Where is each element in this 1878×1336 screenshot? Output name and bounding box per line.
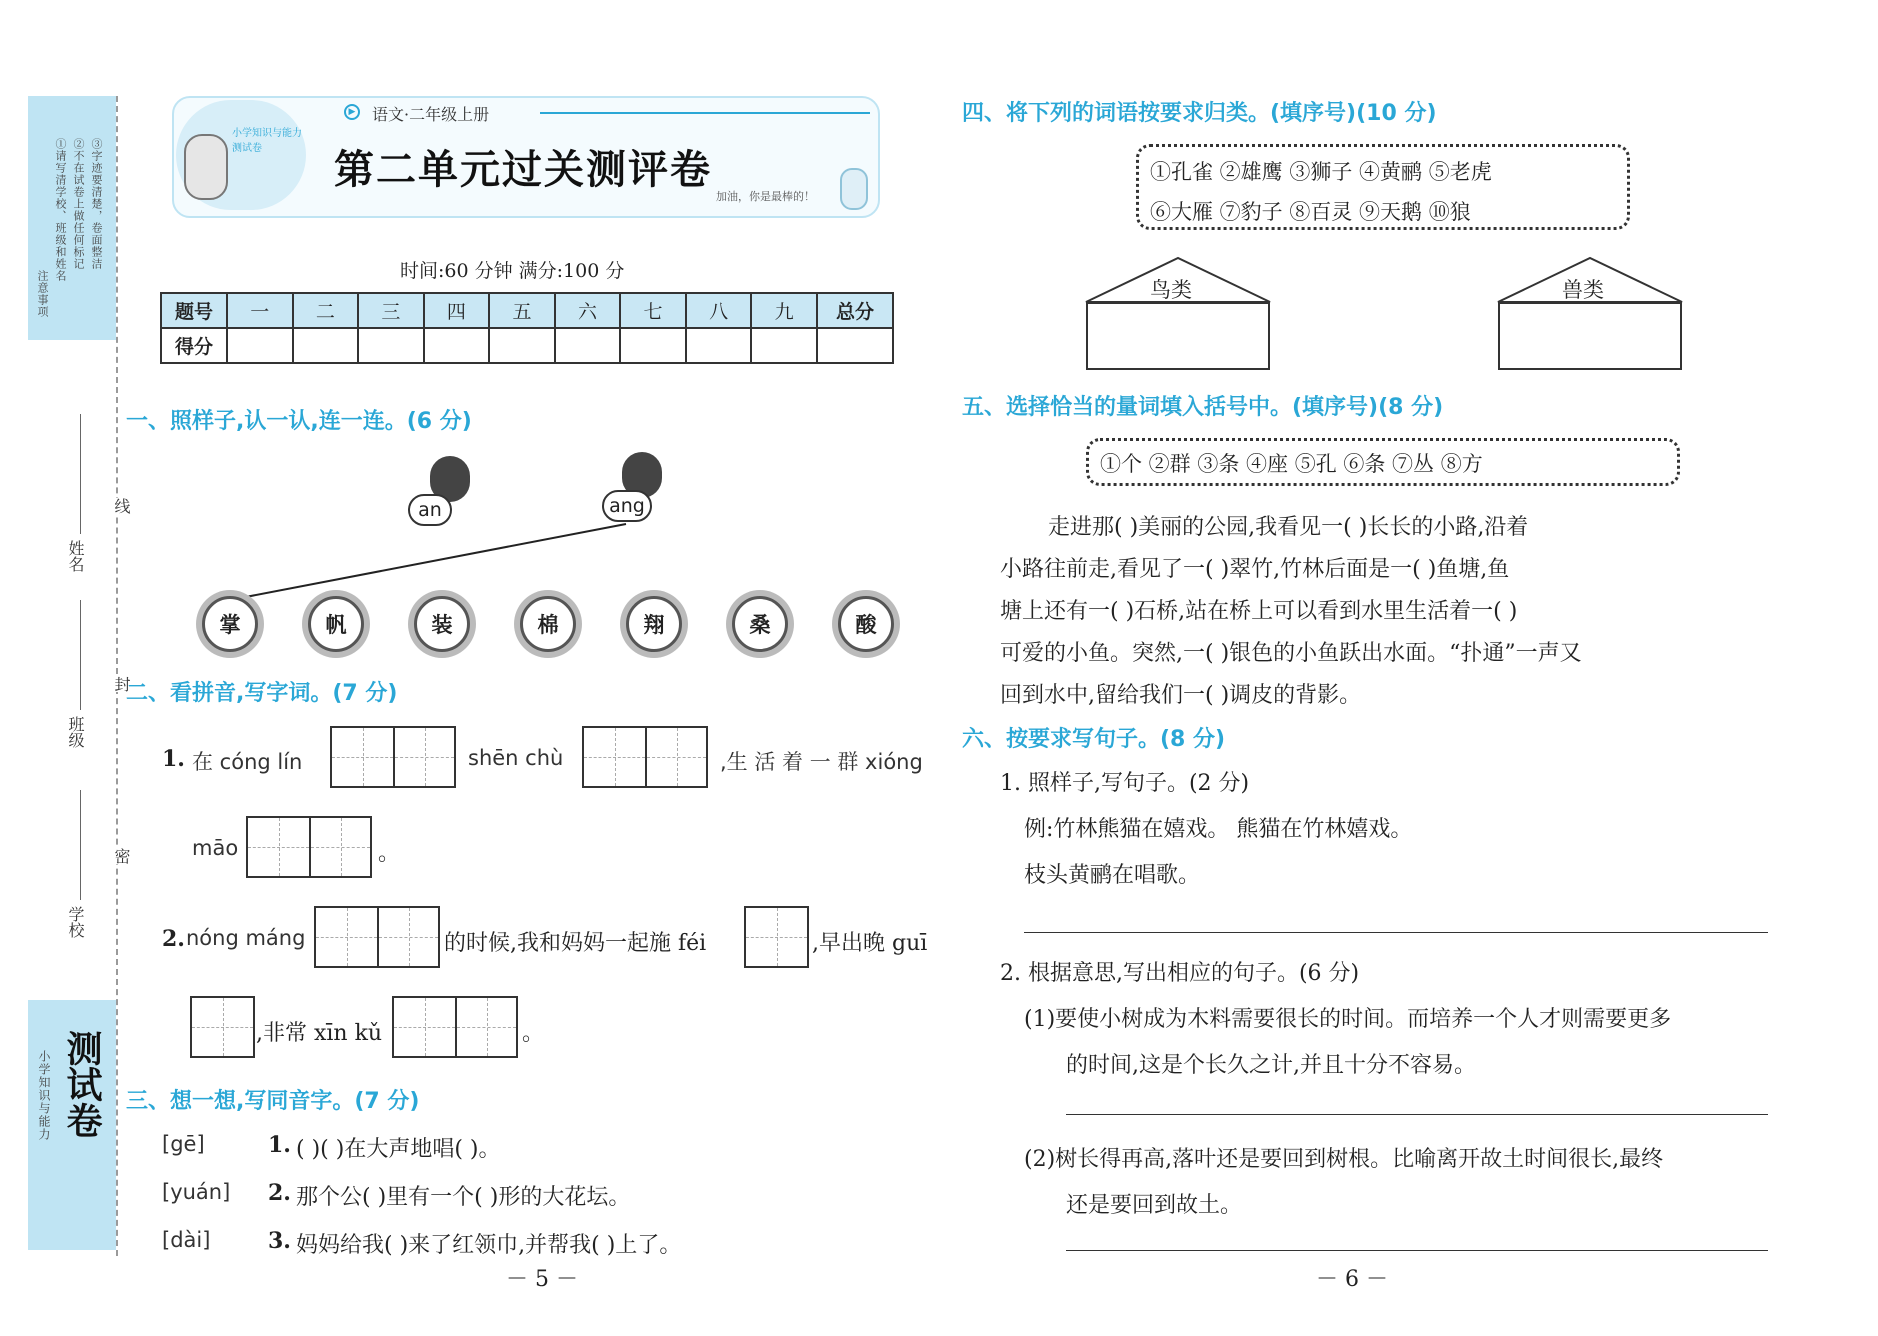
q6-part1-title: 1. 照样子,写句子。(2 分) (1000, 771, 1250, 796)
q3-heading: 三、想一想,写同音字。(7 分) (126, 1089, 420, 1114)
score-cell: 题号 (161, 293, 227, 328)
score-cell: 七 (620, 293, 686, 328)
q2-line2-c: ,早出晚 guī (812, 931, 928, 956)
q6-part2-title: 2. 根据意思,写出相应的句子。(6 分) (1000, 961, 1360, 986)
field-name-label: 姓名 (66, 540, 85, 572)
field-class-label: 班级 (66, 716, 85, 748)
exam-info: 时间:60 分钟 满分:100 分 (400, 260, 625, 282)
sunflower-char[interactable]: 桑 (732, 596, 788, 652)
sunflower-char[interactable]: 酸 (838, 596, 894, 652)
q2-line1-end: 。 (378, 841, 401, 866)
q5-line-3[interactable]: 塘上还有一( )石桥,站在桥上可以看到水里生活着一( ) (1000, 599, 1518, 624)
fold-mark-xian: 线 (112, 498, 131, 514)
house-answer-birds[interactable] (1086, 302, 1270, 370)
q6-part2-1a: (1)要使小树成为木料需要很长的时间。而培养一个人才则需要更多 (1024, 1007, 1672, 1032)
score-cell: 三 (358, 293, 424, 328)
pinyin-bubble-ang[interactable]: ang (602, 490, 652, 522)
q4-words-row1: ①孔雀 ②雄鹰 ③狮子 ④黄鹂 ⑤老虎 (1150, 160, 1492, 184)
q5-line-4[interactable]: 可爱的小鱼。突然,一( )银色的小鱼跃出水面。“扑通”一声又 (1000, 641, 1582, 666)
fold-mark-feng: 封 (112, 676, 131, 692)
q2-line2-d: ,非常 xīn kǔ (256, 1021, 383, 1046)
q6-part1-example: 例:竹林熊猫在嬉戏。 熊猫在竹林嬉戏。 (1024, 817, 1413, 842)
q3-pinyin-3: [dài] (162, 1228, 211, 1252)
q3-text-3[interactable]: 妈妈给我( )来了红领巾,并帮我( )上了。 (296, 1233, 682, 1258)
play-icon: ▶ (344, 104, 360, 120)
q2-line1-a: 在 cóng lín (192, 750, 303, 774)
sunflower-char[interactable]: 翔 (626, 596, 682, 652)
notice-line-1: ①请写清学校、班级和姓名 (54, 138, 67, 282)
q5-heading: 五、选择恰当的量词填入括号中。(填序号)(8 分) (962, 395, 1444, 420)
q4-heading: 四、将下列的词语按要求归类。(填序号)(10 分) (962, 101, 1437, 126)
brand-small: 小学知识与能力 (37, 1050, 51, 1141)
sunflower-char[interactable]: 装 (414, 596, 470, 652)
q5-options: ①个 ②群 ③条 ④座 ⑤孔 ⑥条 ⑦丛 ⑧方 (1100, 452, 1483, 476)
answer-line-1[interactable] (1024, 932, 1768, 933)
page-number-right: － 6 － (1316, 1267, 1388, 1292)
q2-line1-c: ,生 活 着 一 群 xióng (720, 750, 923, 774)
q2-line2-a: nóng máng (186, 926, 306, 950)
fold-mark-mi: 密 (112, 848, 131, 864)
q3-num-1: 1. (268, 1132, 291, 1158)
q2-line2-end: 。 (522, 1021, 545, 1046)
q5-line-2[interactable]: 小路往前走,看见了一( )翠竹,竹林后面是一( )鱼塘,鱼 (1000, 557, 1510, 582)
q3-pinyin-1: [gē] (162, 1132, 205, 1156)
house-label-birds: 鸟类 (1150, 278, 1192, 302)
q6-part2-2a: (2)树长得再高,落叶还是要回到树根。比喻离开故土时间很长,最终 (1024, 1147, 1664, 1172)
q3-pinyin-2: [yuán] (162, 1180, 231, 1204)
sunflower-char[interactable]: 帆 (308, 596, 364, 652)
q6-part2-1b: 的时间,这是个长久之计,并且十分不容易。 (1066, 1053, 1476, 1078)
q3-num-2: 2. (268, 1180, 291, 1206)
score-cell: 二 (293, 293, 359, 328)
notice-line-3: ③字迹要清楚，卷面整洁 (90, 138, 103, 270)
q3-text-1[interactable]: ( )( )在大声地唱( )。 (296, 1137, 501, 1162)
pinyin-bubble-an[interactable]: an (408, 494, 452, 526)
q6-part1-task: 枝头黄鹂在唱歌。 (1024, 863, 1201, 888)
brand-big: 测试卷 (61, 1030, 102, 1138)
q3-text-2[interactable]: 那个公( )里有一个( )形的大花坛。 (296, 1185, 631, 1210)
score-cell: 一 (227, 293, 293, 328)
house-answer-beasts[interactable] (1498, 302, 1682, 370)
sunflower-char[interactable]: 棉 (520, 596, 576, 652)
field-school-label: 学校 (66, 906, 85, 938)
slogan: 加油，你是最棒的！ (716, 190, 815, 203)
score-cell: 六 (555, 293, 621, 328)
q6-part2-2b: 还是要回到故土。 (1066, 1193, 1243, 1218)
header-badge: 小学知识与能力测试卷 (232, 128, 302, 154)
q2-line2-num: 2. (162, 926, 185, 952)
score-cell: 总分 (817, 293, 893, 328)
page-title: 第二单元过关测评卷 (334, 146, 712, 193)
q2-line2-b: 的时候,我和妈妈一起施 féi (444, 931, 707, 956)
q5-line-1[interactable]: 走进那( )美丽的公园,我看见一( )长长的小路,沿着 (1048, 515, 1529, 540)
answer-line-2[interactable] (1066, 1114, 1768, 1115)
q2-heading: 二、看拼音,写字词。(7 分) (126, 681, 398, 706)
score-cell: 八 (686, 293, 752, 328)
q2-line1-num: 1. (162, 746, 185, 772)
score-cell: 五 (489, 293, 555, 328)
q2-line1-b: shēn chù (468, 746, 564, 770)
score-cell: 四 (424, 293, 490, 328)
answer-line-3[interactable] (1066, 1250, 1768, 1251)
page-number-left: － 5 － (506, 1267, 578, 1292)
q4-words-row2: ⑥大雁 ⑦豹子 ⑧百灵 ⑨天鹅 ⑩狼 (1150, 200, 1471, 224)
score-row-label: 得分 (161, 328, 227, 363)
q6-heading: 六、按要求写句子。(8 分) (962, 727, 1226, 752)
notice-line-2: ②不在试卷上做任何标记 (72, 138, 85, 270)
subject-label: 语文·二年级上册 (372, 105, 490, 124)
house-label-beasts: 兽类 (1562, 278, 1604, 302)
notice-title: 注意事项 (36, 270, 49, 318)
q5-line-5[interactable]: 回到水中,留给我们一( )调皮的背影。 (1000, 683, 1362, 708)
q1-heading: 一、照样子,认一认,连一连。(6 分) (126, 409, 472, 434)
score-cell: 九 (751, 293, 817, 328)
sunflower-char[interactable]: 掌 (202, 596, 258, 652)
q3-num-3: 3. (268, 1228, 291, 1254)
q2-line1-d: māo (192, 836, 239, 860)
